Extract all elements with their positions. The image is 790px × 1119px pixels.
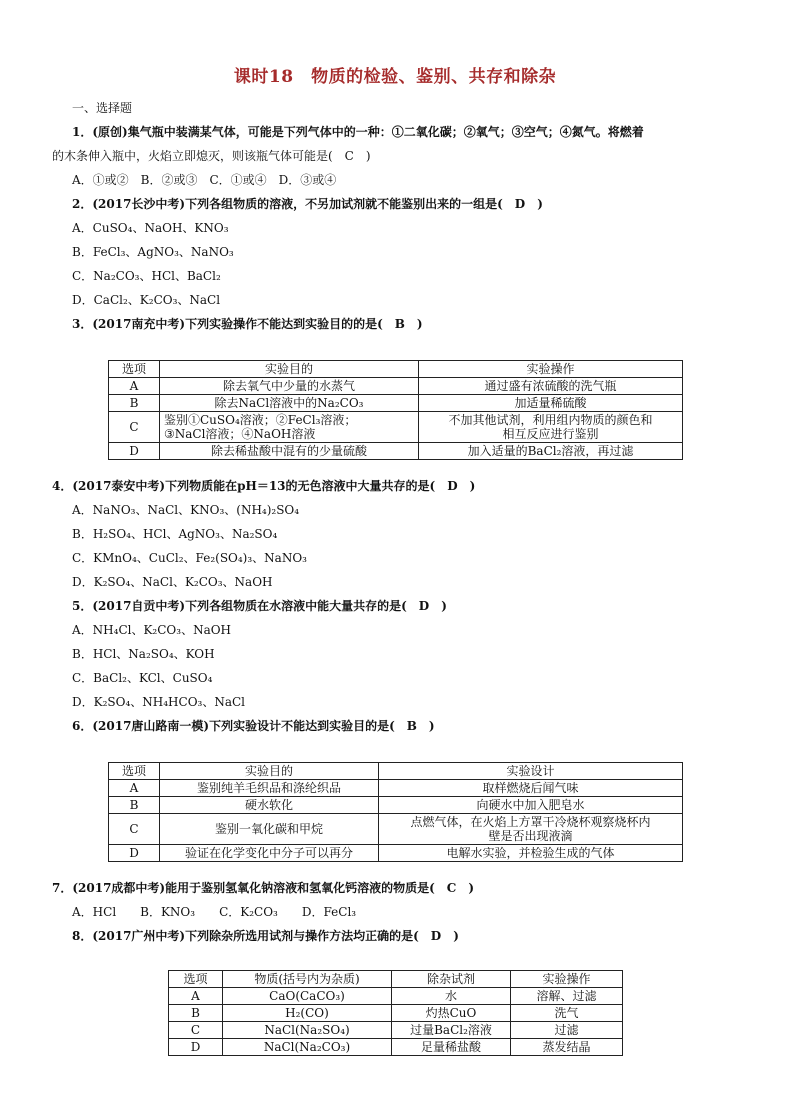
section-heading: 一、选择题: [72, 101, 133, 115]
table-row: [109, 845, 683, 862]
q1-stem-line2: 的木条伸入瓶中，火焰立即熄灭，则该瓶气体可能是( C ): [52, 149, 371, 163]
q7-options: A．HCl B．KNO₃ C．K₂CO₃ D．FeCl₃: [72, 905, 357, 919]
table-row: [109, 814, 683, 845]
table-header: 实验目的: [160, 361, 419, 378]
table-cell: 溶解、过滤: [511, 988, 623, 1005]
table-cell: 足量稀盐酸: [392, 1039, 511, 1056]
cell-line: 鉴别①CuSO₄溶液；②FeCl₃溶液；: [164, 413, 357, 427]
table-cell: 加入适量的BaCl₂溶液，再过滤: [419, 443, 683, 460]
table-cell: A: [109, 780, 160, 797]
page-title: 课时18 物质的检验、鉴别、共存和除杂: [233, 67, 557, 87]
table-header: 选项: [169, 971, 223, 988]
table-cell: 除去NaCl溶液中的Na₂CO₃: [160, 395, 419, 412]
q4-option-c: C．KMnO₄、CuCl₂、Fe₂(SO₄)₃、NaNO₃: [72, 551, 307, 565]
table-header: 实验操作: [511, 971, 623, 988]
q5-option-b: B．HCl、Na₂SO₄、KOH: [72, 647, 215, 661]
table-cell: 鉴别纯羊毛织品和涤纶织品: [160, 780, 379, 797]
table-row: [169, 1022, 623, 1039]
cell-line: ③NaCl溶液；④NaOH溶液: [164, 427, 316, 441]
table-cell: B: [169, 1005, 223, 1022]
table-cell: 验证在化学变化中分子可以再分: [160, 845, 379, 862]
table-header: 选项: [109, 361, 160, 378]
table-cell: 除去稀盐酸中混有的少量硫酸: [160, 443, 419, 460]
table-header: 实验设计: [379, 763, 683, 780]
q5-option-a: A．NH₄Cl、K₂CO₃、NaOH: [72, 623, 232, 637]
table-row: [169, 1039, 623, 1056]
q2-stem: 2．(2017长沙中考)下列各组物质的溶液，不另加试剂就不能鉴别出来的一组是( D ): [72, 197, 543, 211]
table-cell: [419, 412, 683, 443]
table-cell: 灼热CuO: [392, 1005, 511, 1022]
q3-stem: 3．(2017南充中考)下列实验操作不能达到实验目的的是( B ): [72, 317, 423, 331]
q5-option-c: C．BaCl₂、KCl、CuSO₄: [72, 671, 213, 685]
table-cell: 过滤: [511, 1022, 623, 1039]
table-row: [109, 763, 683, 780]
cell-line: 点燃气体，在火焰上方罩干冷烧杯观察烧杯内: [410, 815, 651, 829]
q4-stem: 4．(2017泰安中考)下列物质能在pH＝13的无色溶液中大量共存的是( D ): [52, 479, 476, 493]
table-cell: B: [109, 797, 160, 814]
table-cell: 过量BaCl₂溶液: [392, 1022, 511, 1039]
cell-line: 相互反应进行鉴别: [502, 427, 599, 441]
table-cell: A: [109, 378, 160, 395]
q4-option-b: B．H₂SO₄、HCl、AgNO₃、Na₂SO₄: [72, 527, 278, 541]
table-cell: A: [169, 988, 223, 1005]
q1-stem-line1: 1．(原创)集气瓶中装满某气体，可能是下列气体中的一种：①二氧化碳；②氧气；③空气；④氮气。将燃着: [72, 125, 644, 139]
table-cell: NaCl(Na₂CO₃): [223, 1039, 392, 1056]
table-cell: CaO(CaCO₃): [223, 988, 392, 1005]
table-header: 除杂试剂: [392, 971, 511, 988]
table-cell: D: [169, 1039, 223, 1056]
table-cell: 加适量稀硫酸: [419, 395, 683, 412]
table-cell: 通过盛有浓硫酸的洗气瓶: [419, 378, 683, 395]
q5-option-d: D．K₂SO₄、NH₄HCO₃、NaCl: [72, 695, 246, 709]
table-row: [169, 988, 623, 1005]
table-cell: C: [109, 814, 160, 845]
table-cell: 取样燃烧后闻气味: [379, 780, 683, 797]
q2-option-a: A．CuSO₄、NaOH、KNO₃: [72, 221, 229, 235]
table-cell: 电解水实验，并检验生成的气体: [379, 845, 683, 862]
q1-options: A．①或② B．②或③ C．①或④ D．③或④: [72, 173, 337, 187]
table-header: 物质(括号内为杂质): [223, 971, 392, 988]
q4-option-d: D．K₂SO₄、NaCl、K₂CO₃、NaOH: [72, 575, 273, 589]
table-row: [109, 780, 683, 797]
table-row: [109, 378, 683, 395]
table-row: [109, 361, 683, 378]
table-row: [169, 971, 623, 988]
table-cell: C: [169, 1022, 223, 1039]
table-cell: [379, 814, 683, 845]
table-cell: 鉴别一氧化碳和甲烷: [160, 814, 379, 845]
table-cell: 洗气: [511, 1005, 623, 1022]
q7-stem: 7．(2017成都中考)能用于鉴别氢氧化钠溶液和氢氧化钙溶液的物质是( C ): [52, 881, 475, 895]
table-row: [109, 395, 683, 412]
table-cell: 蒸发结晶: [511, 1039, 623, 1056]
table-header: 实验目的: [160, 763, 379, 780]
q4-option-a: A．NaNO₃、NaCl、KNO₃、(NH₄)₂SO₄: [72, 503, 300, 517]
q3-table: [108, 360, 683, 460]
table-cell: 硬水软化: [160, 797, 379, 814]
table-header: 选项: [109, 763, 160, 780]
table-row: [109, 443, 683, 460]
q2-option-c: C．Na₂CO₃、HCl、BaCl₂: [72, 269, 221, 283]
q5-stem: 5．(2017自贡中考)下列各组物质在水溶液中能大量共存的是( D ): [72, 599, 447, 613]
q8-stem: 8．(2017广州中考)下列除杂所选用试剂与操作方法均正确的是( D ): [72, 929, 459, 943]
table-cell: NaCl(Na₂SO₄): [223, 1022, 392, 1039]
q2-option-d: D．CaCl₂、K₂CO₃、NaCl: [72, 293, 221, 307]
table-row: [109, 412, 683, 443]
table-cell: [160, 412, 419, 443]
cell-line: 不加其他试剂，利用组内物质的颜色和: [448, 413, 653, 427]
table-cell: D: [109, 845, 160, 862]
q8-table: [168, 970, 623, 1056]
q6-table: [108, 762, 683, 862]
table-header: 实验操作: [419, 361, 683, 378]
table-cell: 向硬水中加入肥皂水: [379, 797, 683, 814]
cell-line: 壁是否出现液滴: [488, 829, 573, 843]
table-cell: 除去氧气中少量的水蒸气: [160, 378, 419, 395]
table-cell: D: [109, 443, 160, 460]
q2-option-b: B．FeCl₃、AgNO₃、NaNO₃: [72, 245, 234, 259]
table-row: [169, 1005, 623, 1022]
table-cell: C: [109, 412, 160, 443]
q6-stem: 6．(2017唐山路南一模)下列实验设计不能达到实验目的是( B ): [72, 719, 435, 733]
table-cell: 水: [392, 988, 511, 1005]
table-cell: B: [109, 395, 160, 412]
table-cell: H₂(CO): [223, 1005, 392, 1022]
table-row: [109, 797, 683, 814]
